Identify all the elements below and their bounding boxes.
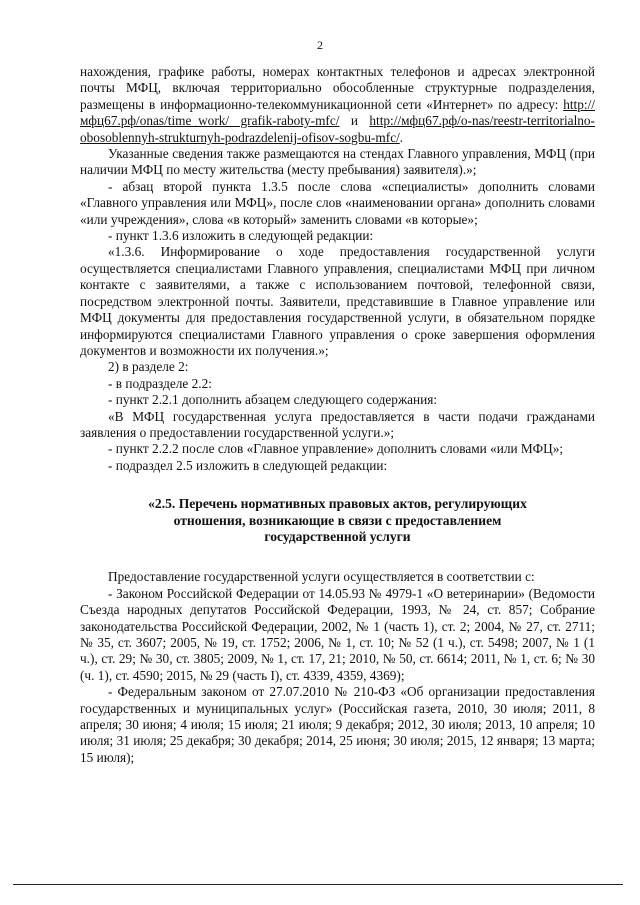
paragraph-text: нахождения, графике работы, номерах контактных телефонов и адресах электронной почты МФЦ, включая территориально обособленные структурные подразделения, размещены в информационно-телекоммуникационной сети «Интернет» по адресу: [80, 64, 595, 112]
heading-line: отношения, возникающие в связи с предоставлением [173, 512, 502, 528]
paragraph-law-veterinary: - Законом Российской Федерации от 14.05.93 № 4979-1 «О ветеринарии» (Ведомости Съезда народных депутатов Российской Федерации, 1993, № 24, ст. 857; Собрание законодательства Российской Федерации, 2002, № 1 (часть 1), ст. 2; 2004, № 27, ст. 2711; № 35, ст. 3607; 2005, № 19, ст. 1752; 2006, № 1, ст. 10; № 52 (1 ч.), ст. 5498; 2007, № 1 (1 ч.), ст. 29; № 30, ст. 3805; 2009, № 1, ст. 17, 21; 2010, № 50, ст. 6614; 2011, № 1, ст. 6; № 30 (ч. 1), ст. 4590; 2015, № 29 (часть I), ст. 4339, 4359, 4369); [80, 585, 595, 683]
bottom-divider [13, 884, 623, 885]
heading-line: «2.5. Перечень нормативных правовых актов, регулирующих [148, 496, 527, 512]
paragraph-subsection-2-2: - в подразделе 2.2: [108, 375, 212, 391]
paragraph-contacts [80, 64, 595, 146]
paragraph-1-3-6-text: «1.3.6. Информирование о ходе предоставления государственной услуги осуществляется специалистами Главного управления, специалистами МФЦ при личном контакте с заявителями, а также с использованием почтовой, телефонной связи, посредством электронной почты. Заявители, представившие в Главное управление или МФЦ документы для предоставления государственной услуги, в обязательном порядке информируются специалистами Главного управления о сроке завершения оформления документов и возможности их получения.»; [80, 244, 595, 358]
heading-line: государственной услуги [264, 528, 411, 544]
paragraph-text: и [339, 113, 370, 129]
page-number: 2 [317, 38, 323, 52]
paragraph-section-2: 2) в разделе 2: [108, 359, 189, 375]
paragraph-amend-1-3-6: - пункт 1.3.6 изложить в следующей редакции: [108, 228, 374, 244]
paragraph-amend-2-5: - подраздел 2.5 изложить в следующей редакции: [108, 457, 388, 473]
paragraph-stands: Указанные сведения также размещаются на стендах Главного управления, МФЦ (при наличии МФЦ по месту жительства (месту пребывания) заявителя).»; [80, 146, 595, 178]
mfc-work-schedule-link[interactable]: http://мфц67.рф/onas/time_work/ grafik-raboty-mfc/ [80, 96, 595, 129]
paragraph-amend-2-2-1: - пункт 2.2.1 дополнить абзацем следующего содержания: [108, 392, 438, 408]
section-heading-2-5 [80, 496, 595, 545]
paragraph-amend-2-2-2: - пункт 2.2.2 после слов «Главное управление» дополнить словами «или МФЦ»; [108, 441, 564, 457]
paragraph-law-210fz: - Федеральным законом от 27.07.2010 № 210-ФЗ «Об организации предоставления государственных и муниципальных услуг» (Российская газета, 2010, 30 июля; 2011, 8 апреля; 30 июня; 4 июля; 15 июля; 21 июля; 9 декабря; 2012, 30 июля; 2013, 10 апреля; 10 июля; 31 июля; 25 декабря; 30 декабря; 2014, 25 июня; 30 июля; 2015, 12 января; 13 марта; 15 июля); [80, 684, 595, 765]
paragraph-2-2-1-text: «В МФЦ государственная услуга предоставляется в части подачи гражданами заявления о предоставлении государственной услуги.»; [80, 408, 595, 440]
document-body [80, 64, 595, 766]
mfc-registry-link[interactable]: http://мфц67.рф/o-nas/reestr-territorialno-obosoblennyh-strukturnyh-podrazdelenij-ofisov-sogbu-mfc/ [80, 113, 595, 145]
paragraph-intro-acts: Предоставление государственной услуги осуществляется в соответствии с: [108, 569, 535, 585]
paragraph-amend-1-3-5: - абзац второй пункта 1.3.5 после слова «специалисты» дополнить словами «Главного управления или МФЦ», после слов «наименовании органа» дополнить словами «или учреждения», слова «в который» заменить словами «в которые»; [80, 178, 595, 227]
paragraph-text: . [399, 129, 404, 145]
